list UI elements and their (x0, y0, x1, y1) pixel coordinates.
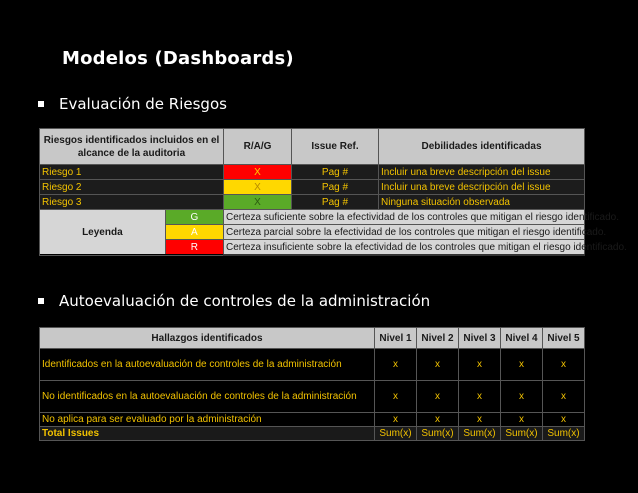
risk-name: Riesgo 3 (40, 195, 224, 210)
total-cell: Sum(x) (501, 427, 543, 441)
level-cell: x (459, 413, 501, 427)
issue-ref-link[interactable]: Pag # (292, 195, 379, 210)
square-bullet-icon (38, 298, 44, 304)
table-row (40, 195, 585, 210)
legend-label: Leyenda (40, 210, 165, 254)
column-header-weaknesses: Debilidades identificadas (379, 129, 585, 165)
risk-name: Riesgo 1 (40, 165, 224, 180)
section-self-assessment (38, 292, 430, 310)
level-cell: x (501, 349, 543, 381)
column-header-level-3: Nivel 3 (459, 328, 501, 349)
column-header-level-4: Nivel 4 (501, 328, 543, 349)
table-row (40, 180, 585, 195)
risk-evaluation-table (39, 128, 627, 256)
rag-status: X (224, 165, 292, 180)
table-row (40, 165, 585, 180)
table-header-row (40, 328, 585, 349)
table-row (40, 413, 585, 427)
legend-code-a: A (165, 225, 223, 240)
level-cell: x (543, 413, 585, 427)
column-header-level-5: Nivel 5 (543, 328, 585, 349)
issue-ref-link[interactable]: Pag # (292, 180, 379, 195)
legend-container (40, 210, 224, 256)
weakness-text: Incluir una breve descripción del issue (379, 165, 585, 180)
issue-ref-link[interactable]: Pag # (292, 165, 379, 180)
level-cell: x (459, 349, 501, 381)
legend-text-g: Certeza suficiente sobre la efectividad de los controles que mitigan el riesgo identificado. (224, 210, 585, 225)
legend-text-r: Certeza insuficiente sobre la efectividad de los controles que mitigan el riesgo identificado. (224, 240, 585, 256)
level-cell: x (417, 349, 459, 381)
column-header-rag: R/A/G (224, 129, 292, 165)
level-cell: x (417, 413, 459, 427)
risk-name: Riesgo 2 (40, 180, 224, 195)
column-header-risks: Riesgos identificados incluidos en el alcance de la auditoria (40, 129, 224, 165)
finding-label: No aplica para ser evaluado por la administración (40, 413, 375, 427)
level-cell: x (543, 381, 585, 413)
legend-text-a: Certeza parcial sobre la efectividad de los controles que mitigan el riesgo identificado. (224, 225, 585, 240)
level-cell: x (417, 381, 459, 413)
column-header-level-1: Nivel 1 (375, 328, 417, 349)
section-label: Evaluación de Riesgos (59, 95, 227, 113)
level-cell: x (459, 381, 501, 413)
section-label: Autoevaluación de controles de la administración (59, 292, 431, 310)
weakness-text: Ninguna situación observada (379, 195, 585, 210)
table-header-row (40, 129, 585, 165)
column-header-level-2: Nivel 2 (417, 328, 459, 349)
column-header-issue-ref: Issue Ref. (292, 129, 379, 165)
legend-row (40, 210, 585, 225)
total-cell: Sum(x) (459, 427, 501, 441)
weakness-text: Incluir una breve descripción del issue (379, 180, 585, 195)
total-cell: Sum(x) (375, 427, 417, 441)
table-row (40, 349, 585, 381)
level-cell: x (543, 349, 585, 381)
total-cell: Sum(x) (543, 427, 585, 441)
column-header-findings: Hallazgos identificados (40, 328, 375, 349)
rag-status: X (224, 195, 292, 210)
total-cell: Sum(x) (417, 427, 459, 441)
section-risk-evaluation (38, 95, 227, 113)
legend-code-g: G (165, 210, 223, 225)
rag-status: X (224, 180, 292, 195)
self-assessment-table (39, 327, 585, 441)
level-cell: x (375, 349, 417, 381)
finding-label: Identificados en la autoevaluación de controles de la administración (40, 349, 375, 381)
total-label: Total Issues (40, 427, 375, 441)
total-row (40, 427, 585, 441)
page-title: Modelos (Dashboards) (62, 48, 294, 69)
level-cell: x (501, 381, 543, 413)
table-row (40, 381, 585, 413)
level-cell: x (375, 381, 417, 413)
level-cell: x (501, 413, 543, 427)
legend-code-r: R (165, 240, 223, 255)
level-cell: x (375, 413, 417, 427)
finding-label: No identificados en la autoevaluación de controles de la administración (40, 381, 375, 413)
square-bullet-icon (38, 101, 44, 107)
